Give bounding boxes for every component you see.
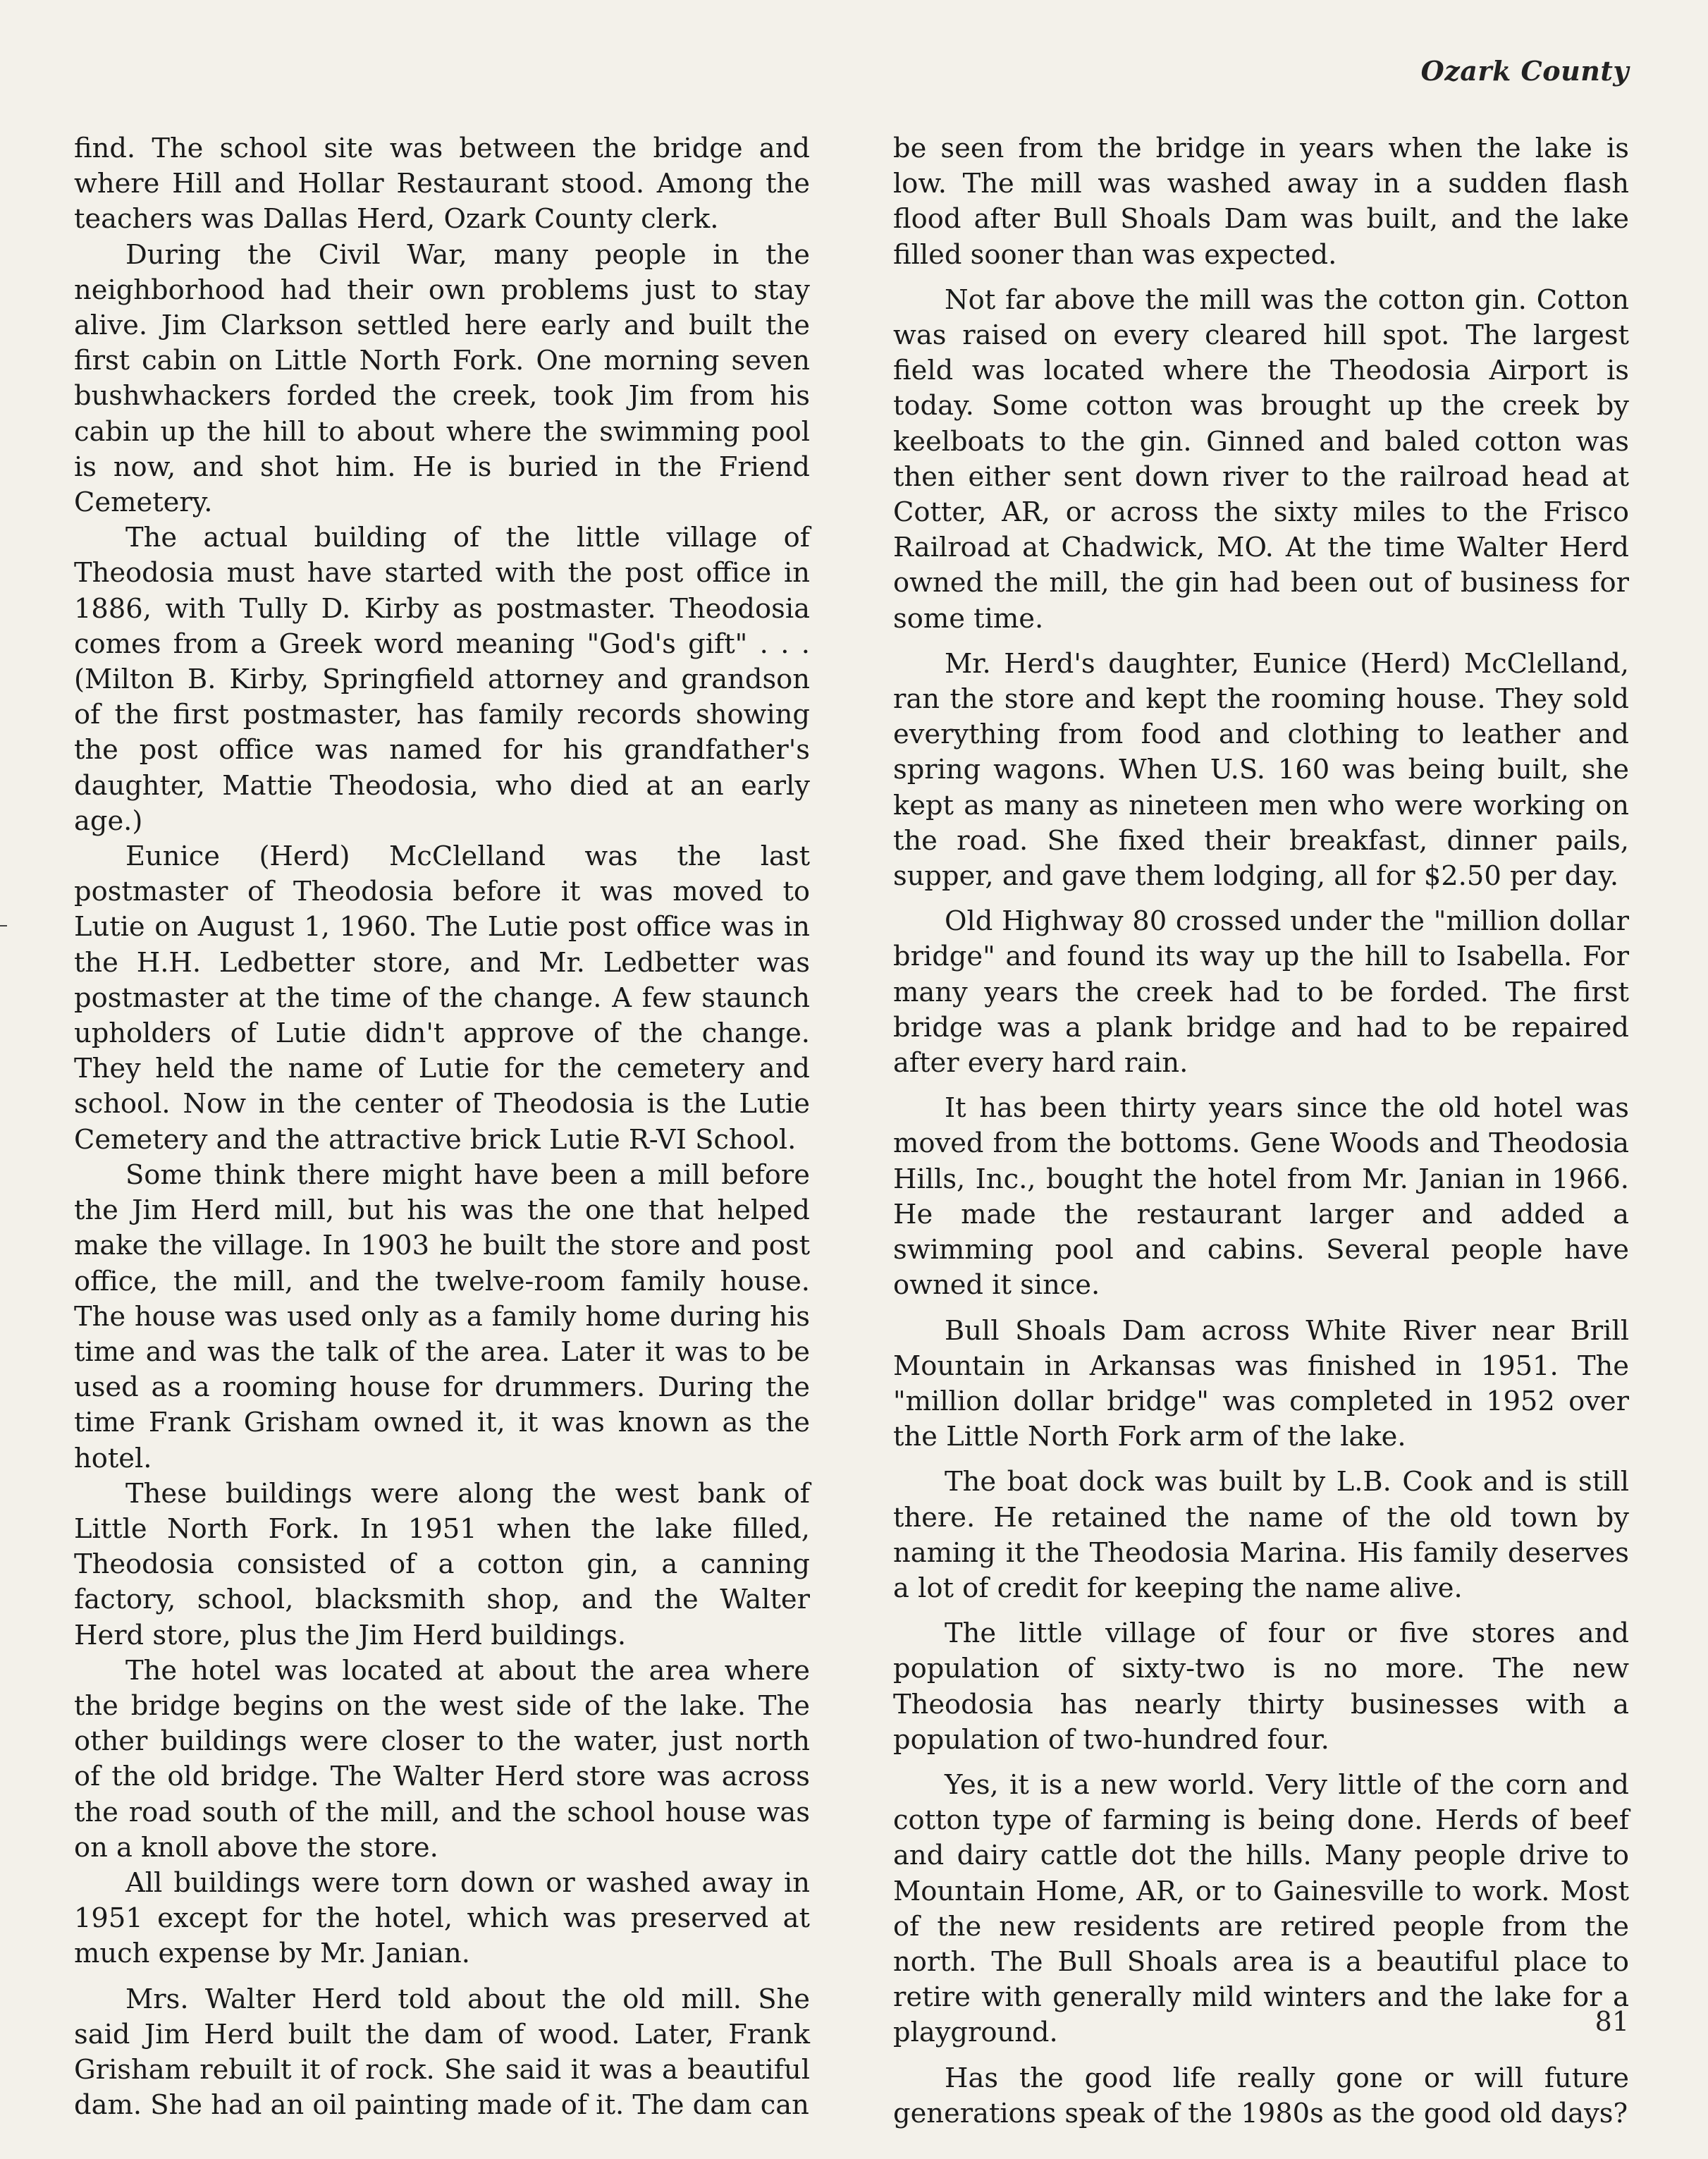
right-column	[893, 131, 1629, 2132]
paragraph: be seen from the bridge in years when the lake is low. The mill was washed away in a sudden flash flood after Bull Shoals Dam was built, and the lake filled sooner than was expected.	[893, 133, 1629, 271]
page-number: 81	[1595, 2006, 1629, 2037]
paragraph: Eunice (Herd) McClelland was the last postmaster of Theodosia before it was moved to Lutie on August 1, 1960. The Lutie post office was in the H.H. Ledbetter store, and Mr. Ledbetter was postmaster at the time of the change. A few staunch upholders of Lutie didn't approve of the change. They held the name of Lutie for the cemetery and school. Now in the center of Theodosia is the Lutie Cemetery and the attractive brick Lutie R-VI School.	[74, 840, 810, 1156]
left-column	[74, 131, 810, 2123]
paragraph: It has been thirty years since the old hotel was moved from the bottoms. Gene Woods and Theodosia Hills, Inc., bought the hotel from Mr. Janian in 1966. He made the restaurant larger and added a swimming pool and cabins. Several people have owned it since.	[893, 1092, 1629, 1302]
paragraph: All buildings were torn down or washed away in 1951 except for the hotel, which was preserved at much expense by Mr. Janian.	[74, 1866, 810, 1970]
paragraph: Old Highway 80 crossed under the "million dollar bridge" and found its way up the hill to Isabella. For many years the creek had to be forded. The first bridge was a plank bridge and had to be repaired after every hard rain.	[893, 905, 1629, 1080]
scan-artifact	[0, 925, 7, 926]
paragraph: Mrs. Walter Herd told about the old mill. She said Jim Herd built the dam of wood. Later, Frank Grisham rebuilt it of rock. She said it was a beautiful dam. She had an oil painting made of it. The dam can	[74, 1983, 810, 2122]
paragraph: Bull Shoals Dam across White River near Brill Mountain in Arkansas was finished in 1951. The "million dollar bridge" was completed in 1952 over the Little North Fork arm of the lake.	[893, 1314, 1629, 1453]
paragraph: During the Civil War, many people in the neighborhood had their own problems just to stay alive. Jim Clarkson settled here early and built the first cabin on Little North Fork. One morning seven bushwhackers forded the creek, took Jim from his cabin up the hill to about where the swimming pool is now, and shot him. He is buried in the Friend Cemetery.	[74, 238, 810, 519]
running-header: Ozark County	[1420, 55, 1629, 87]
paragraph: Has the good life really gone or will future generations speak of the 1980s as the good old days?	[893, 2062, 1629, 2129]
paragraph: Not far above the mill was the cotton gin. Cotton was raised on every cleared hill spot. The largest field was located where the Theodosia Airport is today. Some cotton was brought up the creek by keelboats to the gin. Ginned and baled cotton was then either sent down river to the railroad head at Cotter, AR, or across the sixty miles to the Frisco Railroad at Chadwick, MO. At the time Walter Herd owned the mill, the gin had been out of business for some time.	[893, 283, 1629, 635]
paragraph: find. The school site was between the bridge and where Hill and Hollar Restaurant stood. Among the teachers was Dallas Herd, Ozark County clerk.	[74, 133, 810, 236]
paragraph: Yes, it is a new world. Very little of the corn and cotton type of farming is being done. Herds of beef and dairy cattle dot the hills. Many people drive to Mountain Home, AR, or to Gainesville to work. Most of the new residents are retired people from the north. The Bull Shoals area is a beautiful place to retire with generally mild winters and the lake for a playground.	[893, 1768, 1629, 2049]
paragraph: Mr. Herd's daughter, Eunice (Herd) McClelland, ran the store and kept the rooming house. They sold everything from food and clothing to leather and spring wagons. When U.S. 160 was being built, she kept as many as nineteen men who were working on the road. She fixed their breakfast, dinner pails, supper, and gave them lodging, all for $2.50 per day.	[893, 647, 1629, 893]
paragraph: The boat dock was built by L.B. Cook and is still there. He retained the name of the old town by naming it the Theodosia Marina. His family deserves a lot of credit for keeping the name alive.	[893, 1466, 1629, 1604]
paragraph: The little village of four or five stores and population of sixty-two is no more. The new Theodosia has nearly thirty businesses with a population of two-hundred four.	[893, 1617, 1629, 1756]
paragraph: Some think there might have been a mill before the Jim Herd mill, but his was the one that helped make the village. In 1903 he built the store and post office, the mill, and the twelve-room family house. The house was used only as a family home during his time and was the talk of the area. Later it was to be used as a rooming house for drummers. During the time Frank Grisham owned it, it was known as the hotel.	[74, 1158, 810, 1474]
paragraph: The hotel was located at about the area where the bridge begins on the west side of the lake. The other buildings were closer to the water, just north of the old bridge. The Walter Herd store was across the road south of the mill, and the school house was on a knoll above the store.	[74, 1654, 810, 1864]
paragraph: The actual building of the little village of Theodosia must have started with the post office in 1886, with Tully D. Kirby as postmaster. Theodosia comes from a Greek word meaning "God's gift" . . . (Milton B. Kirby, Springfield attorney and grandson of the first postmaster, has family records showing the post office was named for his grandfather's daughter, Mattie Theodosia, who died at an early age.)	[74, 522, 810, 837]
paragraph: These buildings were along the west bank of Little North Fork. In 1951 when the lake filled, Theodosia consisted of a cotton gin, a canning factory, school, blacksmith shop, and the Walter Herd store, plus the Jim Herd buildings.	[74, 1477, 810, 1651]
